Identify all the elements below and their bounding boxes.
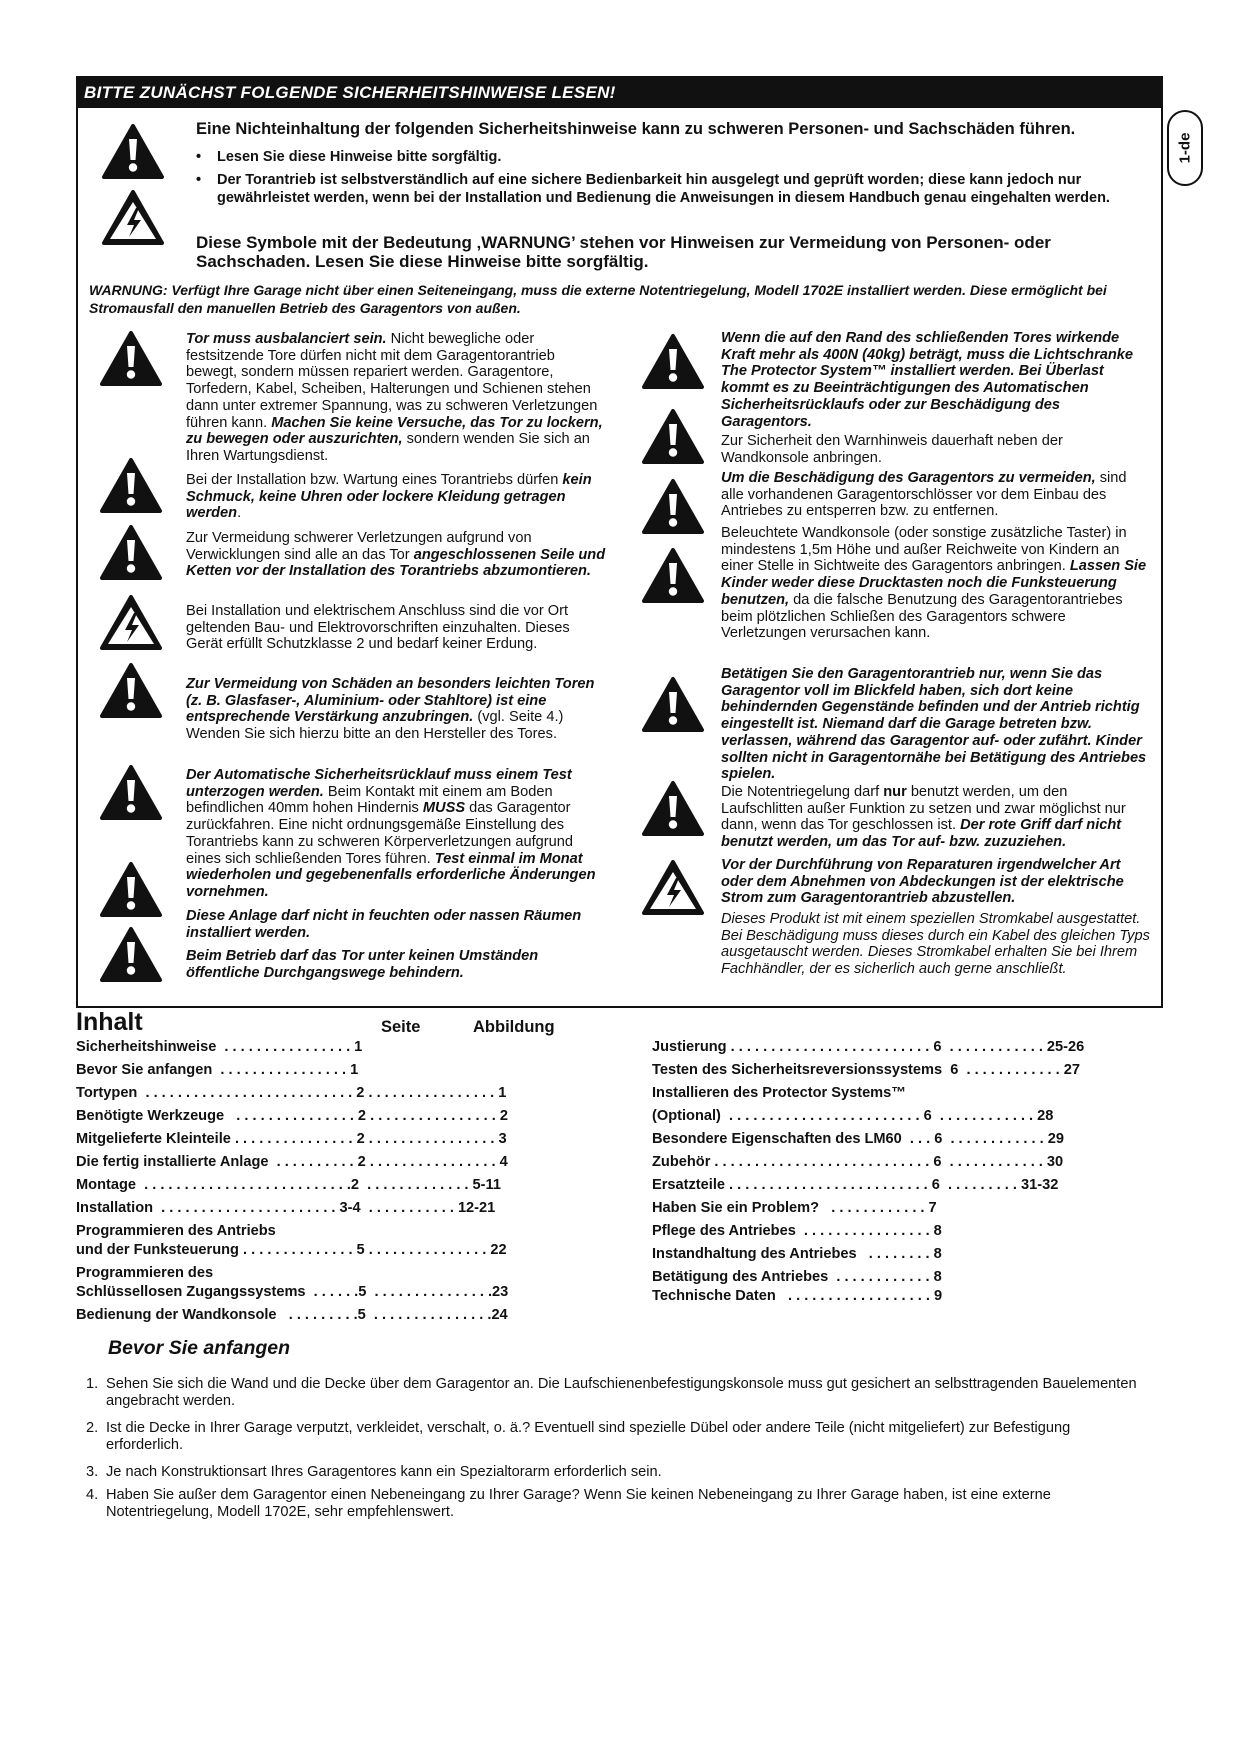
electric-shock-icon: [641, 858, 705, 916]
safety-header: BITTE ZUNÄCHST FOLGENDE SICHERHEITSHINWEISE LESEN!: [78, 78, 1161, 108]
intro-bullet-text: Lesen Sie diese Hinweise bitte sorgfältig.: [217, 149, 502, 165]
toc-item[interactable]: Programmieren des Antriebs: [76, 1223, 276, 1239]
electric-shock-icon: [99, 593, 163, 651]
safety-paragraph: Die Notentriegelung darf nur benutzt werden, um den Laufschlitten außer Funktion zu setzen und zwar möglichst nur dann, wenn das Tor geschlossen ist. Der rote Griff darf nicht benutzt werden, um das Tor auf- bzw. zuzuziehen.: [721, 784, 1126, 851]
toc-item[interactable]: Ersatzteile . . . . . . . . . . . . . . . . . . . . . . . . . 6 . . . . . . . . . 31-32: [652, 1177, 1059, 1193]
toc-item[interactable]: (Optional) . . . . . . . . . . . . . . . . . . . . . . . . 6 . . . . . . . . . . . . 28: [652, 1108, 1054, 1124]
toc-item[interactable]: Instandhaltung des Antriebes . . . . . . . . 8: [652, 1246, 942, 1262]
safety-paragraph: Beim Betrieb darf das Tor unter keinen Umständen öffentliche Durchgangswege behindern.: [186, 948, 539, 981]
warning-icon: [99, 329, 163, 387]
warning-banner: WARNUNG: Verfügt Ihre Garage nicht über einen Seiteneingang, muss die externe Notentriegelung, Modell 1702E installiert werden. Diese ermöglicht bei Stromausfall den manuellen Betrieb des Garagentors von außen.: [89, 282, 1107, 316]
safety-paragraph: Beleuchtete Wandkonsole (oder sonstige zusätzliche Taster) in mindestens 1,5m Höhe und außer Reichweite von Kindern an einer Stelle in Sichtweite des Garagentors anbringen. Lassen Sie Kinder weder diese Drucktasten noch die Funksteuerung benutzen, da die falsche Benutzung des Garagentorantriebes beim plötzlichen Schließen des Garagentors schwere Verletzungen verursachen kann.: [721, 525, 1147, 642]
safety-paragraph: Diese Anlage darf nicht in feuchten oder nassen Räumen installiert werden.: [186, 908, 582, 941]
warning-icon: [99, 925, 163, 983]
warning-icon: [101, 122, 165, 180]
toc-item[interactable]: Haben Sie ein Problem? . . . . . . . . . . . . 7: [652, 1200, 937, 1216]
warning-icon: [641, 477, 705, 535]
page-number: 1-de: [1176, 132, 1194, 164]
toc-item[interactable]: Installation . . . . . . . . . . . . . . . . . . . . . . 3-4 . . . . . . . . . . . 12-21: [76, 1200, 496, 1216]
toc-item[interactable]: Justierung . . . . . . . . . . . . . . . . . . . . . . . . . 6 . . . . . . . . . . . . 25-26: [652, 1039, 1085, 1055]
toc-item[interactable]: Installieren des Protector Systems™: [652, 1085, 906, 1101]
safety-paragraph: Bei Installation und elektrischem Anschluss sind die vor Ort geltenden Bau- und Elektrovorschriften einzuhalten. Dieses Gerät erfüllt Schutzklasse 2 und bedarf keiner Erdung.: [186, 603, 570, 653]
page-number-tab: [1167, 110, 1203, 186]
toc-item[interactable]: Mitgelieferte Kleinteile . . . . . . . . . . . . . . . 2 . . . . . . . . . . . . . . . . 3: [76, 1131, 507, 1147]
warning-icon: [641, 675, 705, 733]
safety-paragraph: Bei der Installation bzw. Wartung eines Torantriebs dürfen kein Schmuck, keine Uhren oder lockere Kleidung getragen werden.: [186, 472, 592, 522]
list-item: 1. Sehen Sie sich die Wand und die Decke über dem Garagentor an. Die Laufschienenbefestigungskonsole muss gut gesichert an selbsttragenden Bauelementen angebracht werden.: [86, 1376, 1137, 1409]
safety-paragraph: Wenn die auf den Rand des schließenden Tores wirkende Kraft mehr als 400N (40kg) beträgt, muss die Lichtschranke The Protector System™ installiert werden. Bei Überlast kommt es zu Beeinträchtigungen des Automatischen Sicherheitsrücklaufs oder zur Beschädigung des Garagentors.: [721, 330, 1134, 430]
toc-item[interactable]: Montage . . . . . . . . . . . . . . . . . . . . . . . . . .2 . . . . . . . . . . . . . 5-11: [76, 1177, 501, 1193]
intro-bullet-text: Der Torantrieb ist selbstverständlich auf eine sichere Bedienbarkeit hin ausgelegt und geprüft worden; diese kann jedoch nur gewährleistet werden, wenn bei der Installation und Bedienung die Anweisungen in diesem Handbuch genau eingehalten werden.: [217, 172, 1110, 206]
toc-item[interactable]: Die fertig installierte Anlage . . . . . . . . . . 2 . . . . . . . . . . . . . . . . 4: [76, 1154, 508, 1170]
toc-item[interactable]: Technische Daten . . . . . . . . . . . . . . . . . . 9: [652, 1288, 943, 1304]
toc-item[interactable]: und der Funksteuerung . . . . . . . . . . . . . . 5 . . . . . . . . . . . . . . . 22: [76, 1242, 507, 1258]
intro-headline: Eine Nichteinhaltung der folgenden Sicherheitshinweise kann zu schweren Personen- und Sachschäden führen.: [196, 120, 1076, 138]
symbols-note: Diese Symbole mit der Bedeutung ‚WARNUNG’ stehen vor Hinweisen zur Vermeidung von Personen- oder Sachschaden. Lesen Sie diese Hinweise bitte sorgfältig.: [196, 233, 1051, 271]
toc-item[interactable]: Testen des Sicherheitsreversionssystems 6 . . . . . . . . . . . . 27: [652, 1062, 1081, 1078]
warning-icon: [99, 763, 163, 821]
intro-bullet: [196, 148, 1156, 166]
safety-paragraph: Zur Sicherheit den Warnhinweis dauerhaft neben der Wandkonsole anbringen.: [721, 433, 1063, 466]
toc-item[interactable]: Betätigung des Antriebes . . . . . . . . . . . . 8: [652, 1269, 942, 1285]
safety-paragraph: Um die Beschädigung des Garagentors zu vermeiden, sind alle vorhandenen Garagentorschlösser vor dem Einbau des Antriebes zu entsperren bzw. zu entfernen.: [721, 470, 1127, 520]
toc-item[interactable]: Bevor Sie anfangen . . . . . . . . . . . . . . . . 1: [76, 1062, 359, 1078]
toc-item[interactable]: Programmieren des: [76, 1265, 214, 1281]
safety-paragraph: Vor der Durchführung von Reparaturen irgendwelcher Art oder dem Abnehmen von Abdeckungen ist der elektrische Strom zum Garagentorantrieb abzustellen.: [721, 857, 1124, 907]
warning-icon: [641, 407, 705, 465]
warning-icon: [99, 661, 163, 719]
electric-shock-icon: [101, 188, 165, 246]
safety-paragraph: Zur Vermeidung von Schäden an besonders leichten Toren (z. B. Glasfaser-, Aluminium- oder Stahltore) ist eine entsprechende Verstärkung anzubringen. (vgl. Seite 4.) Wenden Sie sich hierzu bitte an den Hersteller des Tores.: [186, 676, 595, 743]
warning-icon: [99, 523, 163, 581]
safety-paragraph: Betätigen Sie den Garagentorantrieb nur, wenn Sie das Garagentor voll im Blickfeld haben, sich dort keine behindernden Gegenstände befinden und der Antrieb richtig eingestellt ist. Niemand darf die Garage betreten bzw. verlassen, während das Garagentor auf- oder zufährt. Kinder sollten nicht in Garagentornähe bei Betätigung des Antriebes spielen.: [721, 666, 1147, 783]
warning-icon: [99, 860, 163, 918]
toc-item[interactable]: Benötigte Werkzeuge . . . . . . . . . . . . . . . 2 . . . . . . . . . . . . . . . . 2: [76, 1108, 508, 1124]
warning-icon: [99, 456, 163, 514]
toc-item[interactable]: Bedienung der Wandkonsole . . . . . . . . .5 . . . . . . . . . . . . . . .24: [76, 1307, 508, 1323]
safety-paragraph: Zur Vermeidung schwerer Verletzungen aufgrund von Verwicklungen sind alle an das Tor angeschlossenen Seile und Ketten vor der Installation des Torantriebs abzumontieren.: [186, 530, 606, 580]
toc-column-figure: Abbildung: [473, 1018, 555, 1036]
toc-item[interactable]: Sicherheitshinweise . . . . . . . . . . . . . . . . 1: [76, 1039, 363, 1055]
bullet-marker: •: [196, 172, 202, 188]
toc-item[interactable]: Tortypen . . . . . . . . . . . . . . . . . . . . . . . . . . 2 . . . . . . . . . . . . . . . . 1: [76, 1085, 507, 1101]
toc-title: Inhalt: [76, 1008, 143, 1036]
toc-item[interactable]: Schlüssellosen Zugangssystems . . . . . .5 . . . . . . . . . . . . . . .23: [76, 1284, 509, 1300]
warning-icon: [641, 546, 705, 604]
safety-paragraph: Tor muss ausbalanciert sein. Nicht bewegliche oder festsitzende Tore dürfen nicht mit dem Garagentorantrieb bewegt, sondern müssen repariert werden. Garagentore, Torfedern, Kabel, Scheiben, Halterungen und Schienen stehen dann unter extremer Spannung, was zu schweren Verletzungen führen kann. Machen Sie keine Versuche, das Tor zu lockern, zu bewegen oder auszurichten, sondern wenden Sie sich an Ihren Wartungsdienst.: [186, 331, 603, 464]
safety-paragraph: Dieses Produkt ist mit einem speziellen Stromkabel ausgestattet. Bei Beschädigung muss dieses durch ein Kabel des gleichen Typs ausgetauscht werden. Dieses Stromkabel erhalten Sie bei Ihrem Fachhändler, der es sicherlich auch gerne anschließt.: [721, 911, 1150, 978]
list-item: 4. Haben Sie außer dem Garagentor einen Nebeneingang zu Ihrer Garage? Wenn Sie keinen Nebeneingang zu Ihrer Garage haben, ist eine externe Notentriegelung, Modell 1702E, sehr empfehlenswert.: [86, 1487, 1051, 1520]
list-item: 2. Ist die Decke in Ihrer Garage verputzt, verkleidet, verschalt, o. ä.? Eventuell sind spezielle Dübel oder andere Teile (nicht mitgeliefert) zur Befestigung erforderlich.: [86, 1420, 1071, 1453]
toc-item[interactable]: Besondere Eigenschaften des LM60 . . . 6 . . . . . . . . . . . . 29: [652, 1131, 1064, 1147]
warning-icon: [641, 332, 705, 390]
list-item: 3. Je nach Konstruktionsart Ihres Garagentores kann ein Spezialtorarm erforderlich sein.: [86, 1464, 662, 1480]
safety-paragraph: Der Automatische Sicherheitsrücklauf muss einem Test unterzogen werden. Beim Kontakt mit einem am Boden befindlichen 40mm hohen Hindernis MUSS das Garagentor zurückfahren. Eine nicht ordnungsgemäße Einstellung des Torantriebs kann zu schweren Körperverletzungen aufgrund eines sich schließenden Tores führen. Test einmal im Monat wiederholen und gegebenenfalls erforderliche Änderungen vornehmen.: [186, 767, 596, 900]
toc-column-page: Seite: [381, 1018, 421, 1036]
section-title: Bevor Sie anfangen: [108, 1337, 291, 1359]
warning-icon: [641, 779, 705, 837]
intro-bullet: [196, 171, 1156, 227]
toc-item[interactable]: Zubehör . . . . . . . . . . . . . . . . . . . . . . . . . . . 6 . . . . . . . . . . . . 30: [652, 1154, 1064, 1170]
toc-item[interactable]: Pflege des Antriebes . . . . . . . . . . . . . . . . 8: [652, 1223, 942, 1239]
bullet-marker: •: [196, 149, 202, 165]
